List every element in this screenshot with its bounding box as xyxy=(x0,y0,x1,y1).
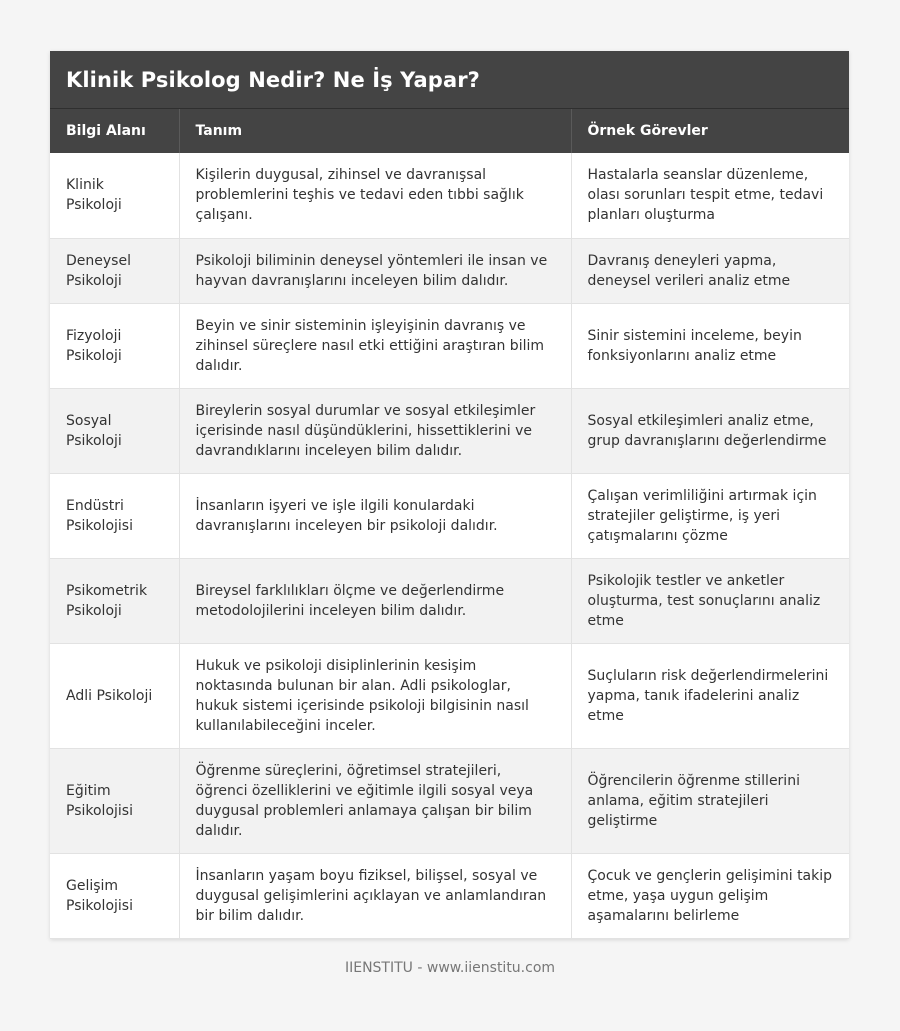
table-row xyxy=(50,853,849,938)
table-row xyxy=(50,748,849,853)
cell-tasks: Hastalarla seanslar düzenleme, olası sorunları tespit etme, tedavi planları oluşturma xyxy=(571,153,849,238)
cell-tasks: Sosyal etkileşimleri analiz etme, grup davranışlarını değerlendirme xyxy=(571,388,849,473)
cell-area: Endüstri Psikolojisi xyxy=(50,473,179,558)
cell-tasks: Suçluların risk değerlendirmelerini yapma, tanık ifadelerini analiz etme xyxy=(571,643,849,748)
cell-area: Klinik Psikoloji xyxy=(50,153,179,238)
cell-definition: Hukuk ve psikoloji disiplinlerinin kesişim noktasında bulunan bir alan. Adli psikologlar, hukuk sistemi içerisinde psikoloji bilgisinin nasıl kullanılabileceğini inceler. xyxy=(179,643,571,748)
column-header-definition: Tanım xyxy=(179,109,571,153)
cell-area: Gelişim Psikolojisi xyxy=(50,853,179,938)
page-title: Klinik Psikolog Nedir? Ne İş Yapar? xyxy=(66,67,480,92)
table-row xyxy=(50,388,849,473)
cell-area: Eğitim Psikolojisi xyxy=(50,748,179,853)
table-header xyxy=(50,109,849,153)
cell-area: Sosyal Psikoloji xyxy=(50,388,179,473)
table-card xyxy=(50,51,849,939)
cell-tasks: Öğrencilerin öğrenme stillerini anlama, eğitim stratejileri geliştirme xyxy=(571,748,849,853)
cell-area: Fizyoloji Psikoloji xyxy=(50,303,179,388)
info-table xyxy=(50,109,849,939)
cell-tasks: Çocuk ve gençlerin gelişimini takip etme, yaşa uygun gelişim aşamalarını belirleme xyxy=(571,853,849,938)
column-header-tasks: Örnek Görevler xyxy=(571,109,849,153)
cell-definition: Psikoloji biliminin deneysel yöntemleri ile insan ve hayvan davranışlarını inceleyen bilim dalıdır. xyxy=(179,238,571,303)
cell-tasks: Sinir sistemini inceleme, beyin fonksiyonlarını analiz etme xyxy=(571,303,849,388)
cell-area: Adli Psikoloji xyxy=(50,643,179,748)
cell-definition: İnsanların yaşam boyu fiziksel, bilişsel, sosyal ve duygusal gelişimlerini açıklayan ve anlamlandıran bir bilim dalıdır. xyxy=(179,853,571,938)
footer-credit: IIENSTITU - www.iienstitu.com xyxy=(344,960,556,976)
table-row xyxy=(50,238,849,303)
cell-tasks: Psikolojik testler ve anketler oluşturma, test sonuçlarını analiz etme xyxy=(571,558,849,643)
table-row xyxy=(50,558,849,643)
cell-tasks: Davranış deneyleri yapma, deneysel verileri analiz etme xyxy=(571,238,849,303)
table-row xyxy=(50,303,849,388)
table-row xyxy=(50,643,849,748)
title-bar xyxy=(50,51,849,109)
table-row xyxy=(50,153,849,238)
table-body xyxy=(50,153,849,938)
cell-definition: Beyin ve sinir sisteminin işleyişinin davranış ve zihinsel süreçlere nasıl etki ettiğini araştıran bilim dalıdır. xyxy=(179,303,571,388)
cell-area: Psikometrik Psikoloji xyxy=(50,558,179,643)
column-header-area: Bilgi Alanı xyxy=(50,109,179,153)
cell-definition: Bireysel farklılıkları ölçme ve değerlendirme metodolojilerini inceleyen bilim dalıdır. xyxy=(179,558,571,643)
cell-definition: İnsanların işyeri ve işle ilgili konulardaki davranışlarını inceleyen bir psikoloji dalıdır. xyxy=(179,473,571,558)
cell-definition: Öğrenme süreçlerini, öğretimsel stratejileri, öğrenci özelliklerini ve eğitimle ilgili sosyal veya duygusal problemleri anlamaya çalışan bir bilim dalıdır. xyxy=(179,748,571,853)
cell-definition: Kişilerin duygusal, zihinsel ve davranışsal problemlerini teşhis ve tedavi eden tıbbi sağlık çalışanı. xyxy=(179,153,571,238)
cell-definition: Bireylerin sosyal durumlar ve sosyal etkileşimler içerisinde nasıl düşündüklerini, hissettiklerini ve davrandıklarını inceleyen bilim dalıdır. xyxy=(179,388,571,473)
table-row xyxy=(50,473,849,558)
cell-area: Deneysel Psikoloji xyxy=(50,238,179,303)
header-row xyxy=(50,109,849,153)
cell-tasks: Çalışan verimliliğini artırmak için stratejiler geliştirme, iş yeri çatışmalarını çözme xyxy=(571,473,849,558)
